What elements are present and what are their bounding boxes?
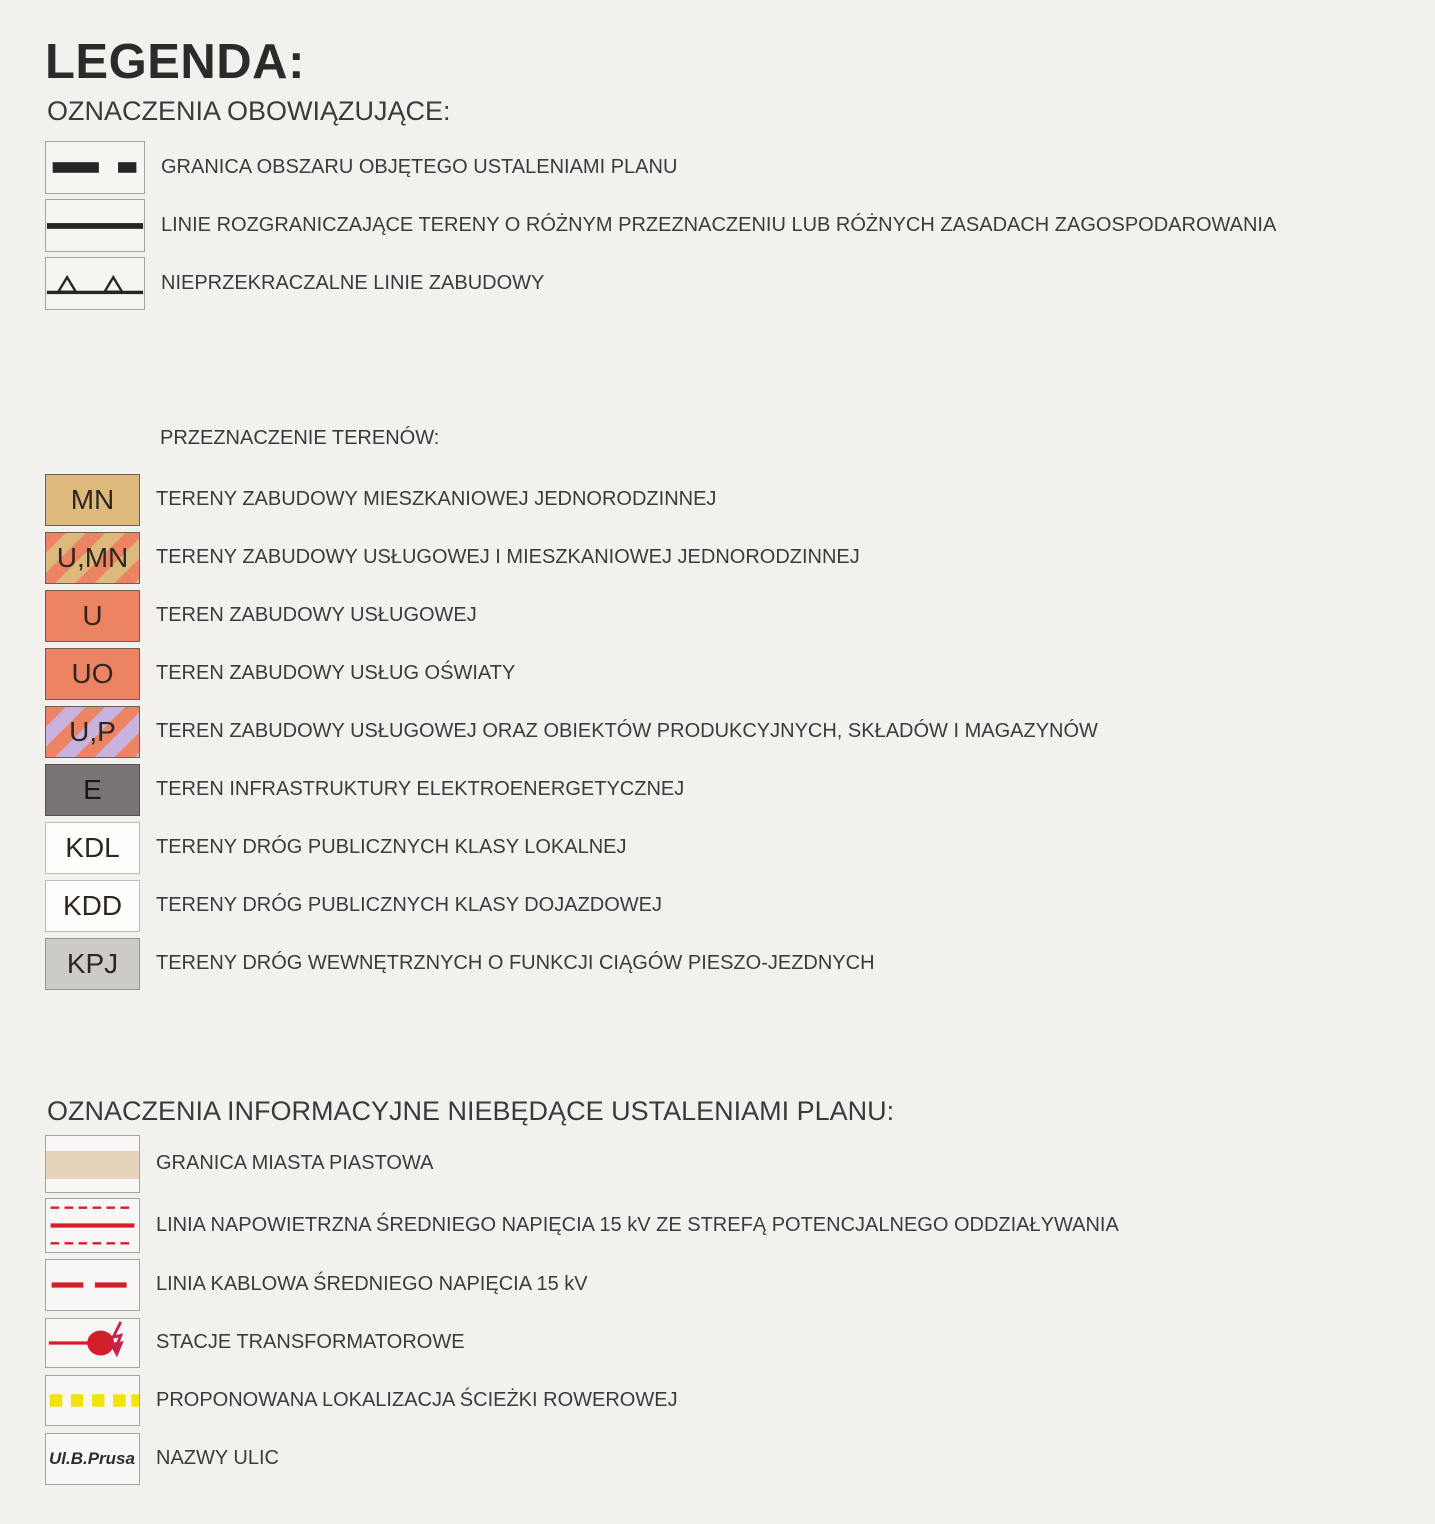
legend-row-cable-line (45, 1259, 1435, 1311)
legend-label: NIEPRZEKRACZALNE LINIE ZABUDOWY (161, 271, 545, 294)
zone-code: KDD (62, 889, 123, 921)
zone-code: U (82, 599, 103, 631)
zone-row-up (45, 706, 1435, 758)
legend-label: STACJE TRANSFORMATOROWE (156, 1331, 465, 1354)
street-name-icon (45, 1433, 140, 1485)
legend-row-city-boundary (45, 1135, 1435, 1193)
zone-swatch-kdd (45, 880, 140, 932)
mandatory-rows (0, 141, 1435, 310)
zone-swatch-umn (45, 532, 140, 584)
zone-code: U,P (69, 715, 116, 747)
zone-code: E (83, 773, 102, 805)
mandatory-section-heading: OZNACZENIA OBOWIĄZUJĄCE: (47, 95, 451, 126)
informational-section-heading: OZNACZENIA INFORMACYJNE NIEBĘDĄCE USTALENIAMI PLANU: (47, 1095, 895, 1126)
legend-row-street-names (45, 1433, 1435, 1485)
legend-label: TEREN ZABUDOWY USŁUG OŚWIATY (156, 662, 516, 685)
zone-swatch-kpj (45, 938, 140, 990)
zone-row-mn (45, 474, 1435, 526)
page-title: LEGENDA: (45, 35, 305, 89)
legend-row-plan-boundary (45, 141, 1435, 194)
zone-row-u (45, 590, 1435, 642)
legend-label: NAZWY ULIC (156, 1447, 279, 1470)
legend-label: GRANICA OBSZARU OBJĘTEGO USTALENIAMI PLANU (161, 155, 678, 178)
legend-label: LINIA KABLOWA ŚREDNIEGO NAPIĘCIA 15 kV (156, 1273, 588, 1296)
zone-code: UO (71, 657, 114, 689)
legend-label: TEREN ZABUDOWY USŁUGOWEJ (156, 604, 477, 627)
land-use-rows (0, 474, 1435, 990)
city-boundary-icon (45, 1135, 140, 1193)
zone-row-kdd (45, 880, 1435, 932)
zone-swatch-kdl (45, 822, 140, 874)
legend-row-transformer (45, 1318, 1435, 1368)
legend-label: TERENY ZABUDOWY MIESZKANIOWEJ JEDNORODZINNEJ (156, 488, 717, 511)
legend-row-dividing-lines (45, 199, 1435, 252)
zone-row-kdl (45, 822, 1435, 874)
plan-area-boundary-icon (45, 141, 145, 194)
legend-row-bike-path (45, 1375, 1435, 1426)
street-name-sample: Ul.B.Prusa (49, 1448, 135, 1468)
legend-label: TERENY DRÓG PUBLICZNYCH KLASY DOJAZDOWEJ (156, 894, 663, 917)
legend-label: TEREN ZABUDOWY USŁUGOWEJ ORAZ OBIEKTÓW PRODUKCYJNYCH, SKŁADÓW I MAGAZYNÓW (156, 720, 1098, 743)
legend-label: LINIA NAPOWIETRZNA ŚREDNIEGO NAPIĘCIA 15 kV ZE STREFĄ POTENCJALNEGO ODDZIAŁYWANIA (156, 1213, 1119, 1236)
zone-swatch-mn (45, 474, 140, 526)
zone-swatch-uo (45, 648, 140, 700)
zone-code: MN (70, 483, 115, 515)
legend-label: TERENY ZABUDOWY USŁUGOWEJ I MIESZKANIOWEJ JEDNORODZINNEJ (156, 546, 860, 569)
bike-path-icon (45, 1375, 140, 1426)
zone-code: KDL (65, 831, 120, 863)
zone-swatch-up (45, 706, 140, 758)
legend-row-overhead-line (45, 1198, 1435, 1253)
zone-swatch-u (45, 590, 140, 642)
legend-label: TERENY DRÓG WEWNĘTRZNYCH O FUNKCJI CIĄGÓW PIESZO-JEZDNYCH (156, 952, 875, 975)
zone-row-e (45, 764, 1435, 816)
dividing-lines-icon (45, 199, 145, 252)
legend-label: GRANICA MIASTA PIASTOWA (156, 1152, 434, 1175)
zone-row-kpj (45, 938, 1435, 990)
zone-row-umn (45, 532, 1435, 584)
legend-label: TEREN INFRASTRUKTURY ELEKTROENERGETYCZNEJ (156, 778, 685, 801)
land-use-heading: PRZEZNACZENIE TERENÓW: (160, 426, 440, 449)
overhead-power-line-icon (45, 1198, 140, 1253)
zone-code: KPJ (66, 947, 119, 979)
informational-rows (0, 1135, 1435, 1485)
zone-code: U,MN (56, 541, 129, 573)
transformer-station-icon (45, 1318, 140, 1368)
legend-label: PROPONOWANA LOKALIZACJA ŚCIEŻKI ROWEROWEJ (156, 1388, 678, 1411)
building-limit-line-icon (45, 257, 145, 310)
zone-row-uo (45, 648, 1435, 700)
legend-label: TERENY DRÓG PUBLICZNYCH KLASY LOKALNEJ (156, 836, 627, 859)
cable-power-line-icon (45, 1259, 140, 1311)
legend-label: LINIE ROZGRANICZAJĄCE TERENY O RÓŻNYM PRZEZNACZENIU LUB RÓŻNYCH ZASADACH ZAGOSPODAROWANIA (161, 213, 1277, 236)
legend-row-building-limit (45, 257, 1435, 310)
zone-swatch-e (45, 764, 140, 816)
